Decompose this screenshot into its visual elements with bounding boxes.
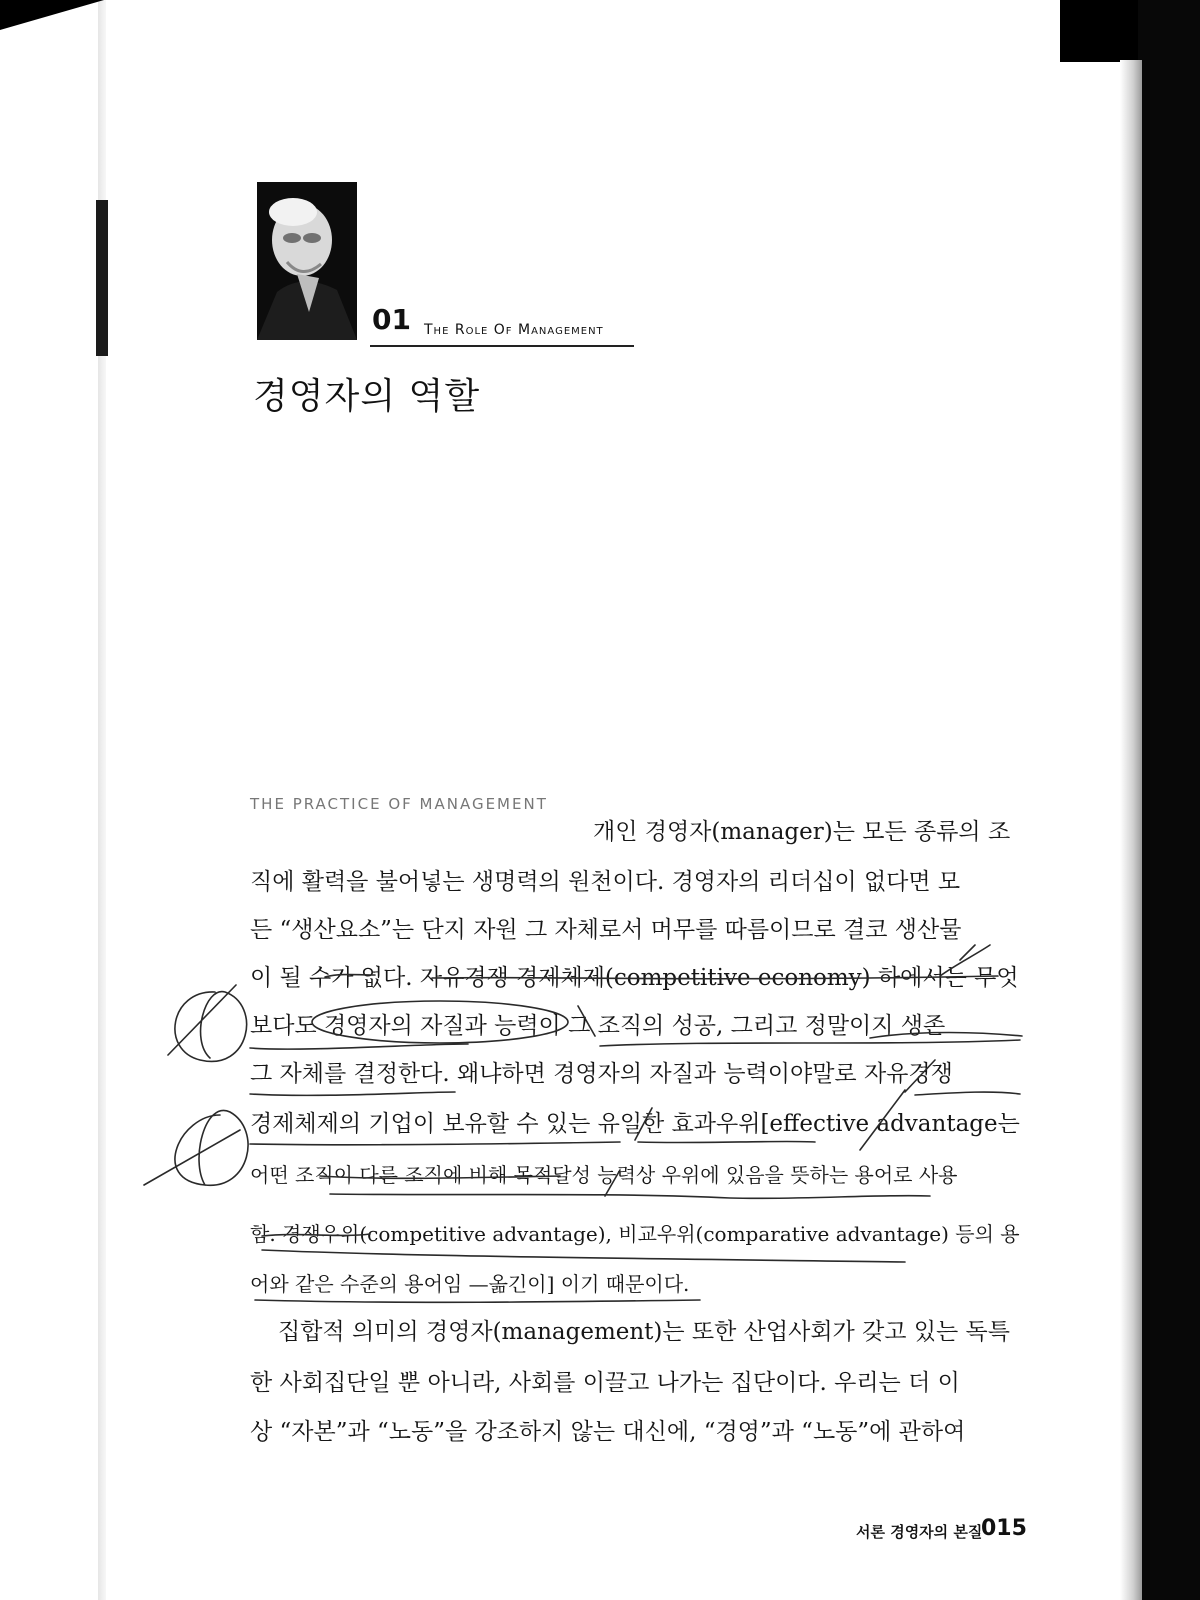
scan-background-right — [1138, 0, 1200, 1600]
chapter-edge-tab — [96, 200, 108, 356]
page-number: 015 — [981, 1516, 1027, 1541]
page-left-margin — [0, 0, 104, 1600]
paragraph1-line: 경제체제의 기업이 보유할 수 있는 유일한 효과우위[effective advantage는 — [250, 1111, 1020, 1137]
paragraph1-line: 직에 활력을 불어넣는 생명력의 원천이다. 경영자의 리더십이 없다면 모 — [250, 869, 961, 895]
margin-doodle — [144, 1110, 248, 1185]
margin-doodle — [168, 985, 247, 1061]
paragraph1-line: 든 “생산요소”는 단지 자원 그 자체로서 머무를 따름이므로 결코 생산물 — [250, 917, 962, 943]
paragraph1-line: 이 될 수가 없다. 자유경쟁 경제체제(competitive economy) 하에서는 무엇 — [250, 965, 1019, 991]
chapter-number: 01 — [372, 303, 411, 336]
chapter-korean-title: 경영자의 역할 — [253, 376, 481, 417]
paragraph1-line: 개인 경영자(manager)는 모든 종류의 조 — [593, 819, 1011, 845]
paragraph2-line: 상 “자본”과 “노동”을 강조하지 않는 대신에, “경영”과 “노동”에 관하여 — [250, 1419, 966, 1445]
paragraph2-line: 집합적 의미의 경영자(management)는 또한 산업사회가 갖고 있는 독특 — [278, 1319, 1010, 1345]
chapter-title-rule — [370, 345, 634, 347]
page-right-edge-stack — [1120, 60, 1142, 1600]
author-portrait-photo — [257, 182, 357, 340]
translator-note-line: 어떤 조직이 다른 조직에 비해 목적달성 능력상 우위에 있음을 뜻하는 용어로 사용 — [250, 1163, 958, 1187]
running-head: 서론 경영자의 본질 — [856, 1523, 983, 1541]
chapter-english-title: The Role Of Management — [424, 322, 604, 338]
translator-note-line: 어와 같은 수준의 용어임 —옮긴이] 이기 때문이다. — [250, 1272, 690, 1296]
book-title-label: THE PRACTICE OF MANAGEMENT — [250, 795, 548, 813]
portrait-figure — [257, 182, 357, 340]
translator-note-line: 함. 경쟁우위(competitive advantage), 비교우위(comparative advantage) 등의 용 — [250, 1222, 1020, 1246]
paragraph2-line: 한 사회집단일 뿐 아니라, 사회를 이끌고 나가는 집단이다. 우리는 더 이 — [250, 1370, 960, 1396]
paragraph1-line: 그 자체를 결정한다. 왜냐하면 경영자의 자질과 능력이야말로 자유경쟁 — [250, 1061, 953, 1087]
paragraph1-line: 보다도 경영자의 자질과 능력이 그 조직의 성공, 그리고 정말이지 생존 — [250, 1013, 946, 1039]
scan-corner-shadow — [0, 0, 104, 30]
